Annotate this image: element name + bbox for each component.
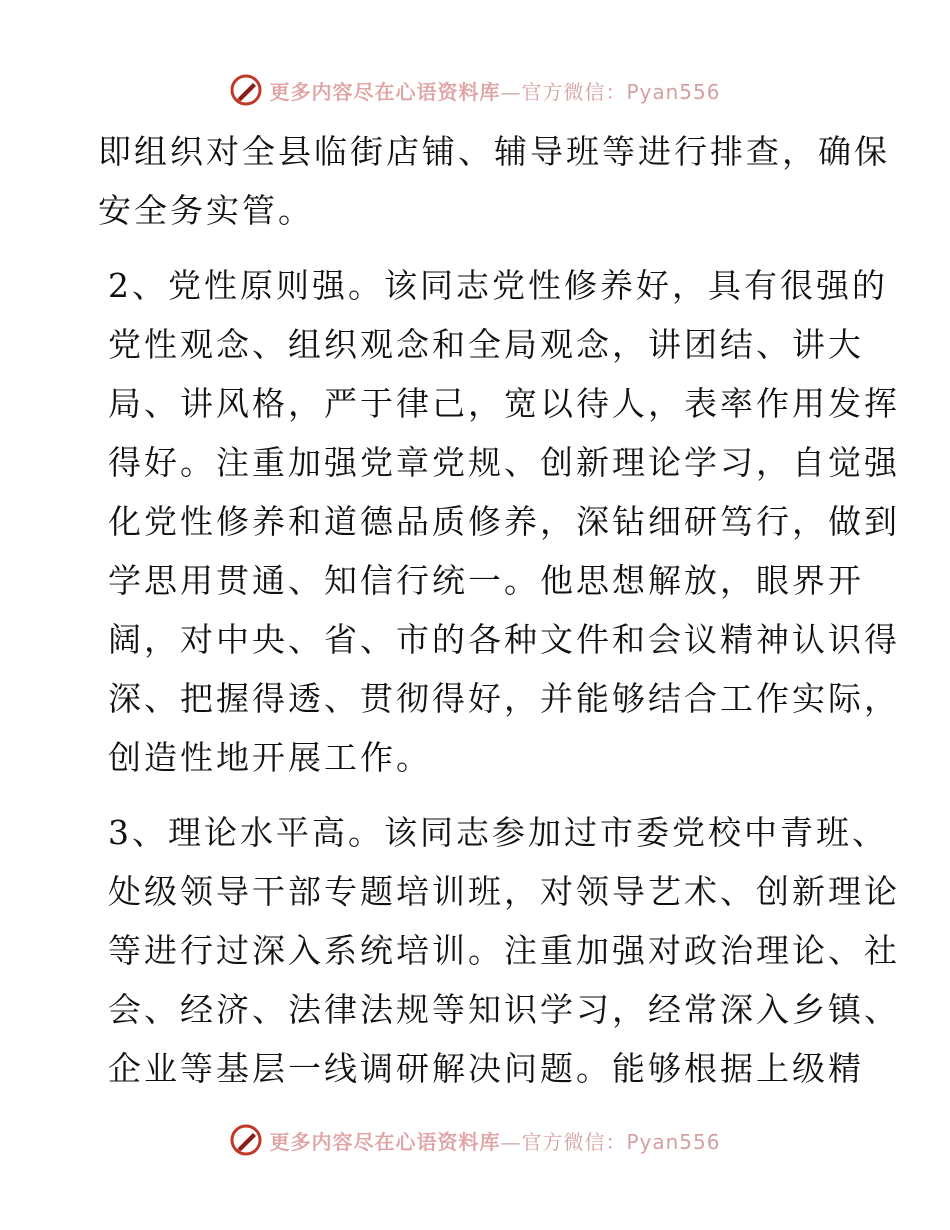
- text-line: 安全务实管。: [98, 191, 314, 230]
- text-line: 会、经济、法律法规等知识学习，经常深入乡镇、: [108, 990, 900, 1029]
- banner-site-text: 更多内容尽在心语资料库: [269, 79, 501, 104]
- text-line: 学思用贯通、知信行统一。他思想解放，眼界开: [108, 561, 864, 600]
- text-line: 企业等基层一线调研解决问题。能够根据上级精: [108, 1049, 864, 1088]
- banner-separator: —: [500, 79, 522, 104]
- pen-circle-logo-icon: [229, 1123, 263, 1157]
- banner-separator: —: [500, 1129, 522, 1154]
- text-line: 阔，对中央、省、市的各种文件和会议精神认识得: [108, 620, 900, 659]
- text-line: 深、把握得透、贯彻得好，并能够结合工作实际，: [108, 679, 900, 718]
- header-banner: [0, 70, 950, 110]
- banner-text: [269, 76, 720, 105]
- footer-banner: [0, 1120, 950, 1160]
- paragraph-3: [98, 803, 900, 1098]
- banner-wechat-text: 官方微信：Pyan556: [521, 1129, 721, 1154]
- document-body: [98, 122, 900, 1114]
- text-line: 创造性地开展工作。: [108, 738, 432, 777]
- text-line: 即组织对全县临街店铺、辅导班等进行排查，确保: [98, 132, 890, 171]
- paragraph-1: [98, 122, 890, 240]
- text-line: 2、党性原则强。该同志党性修养好，具有很强的: [108, 266, 888, 305]
- text-line: 得好。注重加强党章党规、创新理论学习，自觉强: [108, 443, 900, 482]
- paragraph-2: [98, 256, 900, 787]
- text-line: 局、讲风格，严于律己，宽以待人，表率作用发挥: [108, 384, 900, 423]
- text-line: 化党性修养和道德品质修养，深钻细研笃行，做到: [108, 502, 900, 541]
- text-line: 党性观念、组织观念和全局观念，讲团结、讲大: [108, 325, 864, 364]
- banner-wechat-text: 官方微信：Pyan556: [521, 79, 721, 104]
- banner-text: [269, 1126, 720, 1155]
- text-line: 处级领导干部专题培训班，对领导艺术、创新理论: [108, 872, 900, 911]
- text-line: 3、理论水平高。该同志参加过市委党校中青班、: [108, 813, 888, 852]
- banner-site-text: 更多内容尽在心语资料库: [269, 1129, 501, 1154]
- pen-circle-logo-icon: [229, 73, 263, 107]
- text-line: 等进行过深入系统培训。注重加强对政治理论、社: [108, 931, 900, 970]
